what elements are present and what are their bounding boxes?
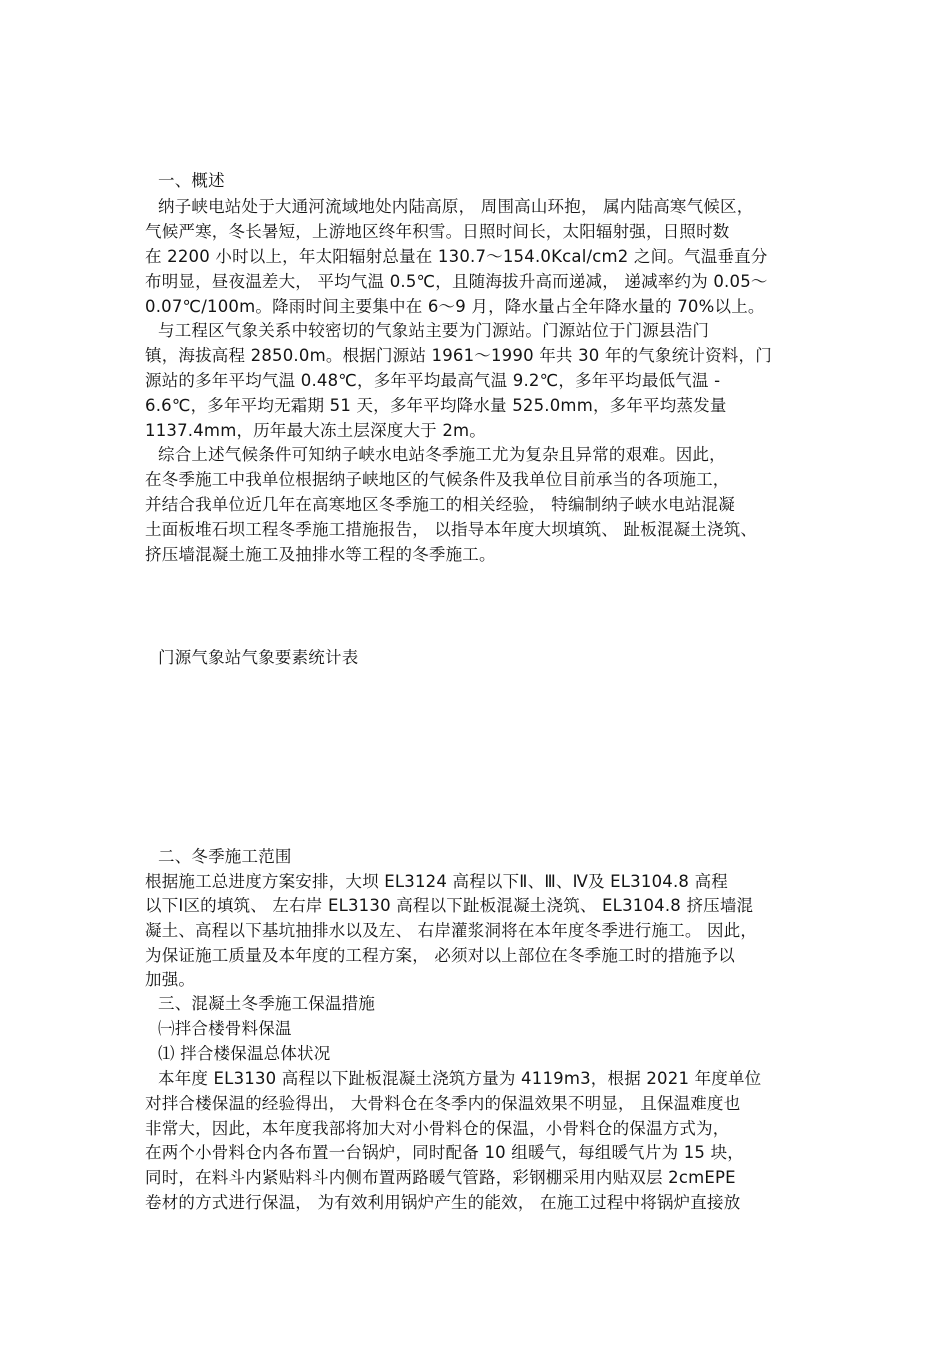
text-line: 纳子峡电站处于大通河流域地处内陆高原， 周围高山环抱， 属内陆高寒气候区， <box>158 197 754 216</box>
text-line: 布明显，昼夜温差大， 平均气温 0.5℃，且随海拔升高而递减， 递减率约为 0.05～ <box>145 272 768 291</box>
text-line: 气候严寒，冬长暑短，上游地区终年积雪。日照时间长，太阳辐射强，日照时数 <box>145 222 730 241</box>
text-line: 以下Ⅰ区的填筑、 左右岸 EL3130 高程以下趾板混凝土浇筑、 EL3104.8 挤压墙混 <box>145 896 754 915</box>
text-line: 非常大，因此，本年度我部将加大对小骨料仓的保温，小骨料仓的保温方式为， <box>145 1119 730 1138</box>
text-line: 凝土、高程以下基坑抽排水以及左、 右岸灌浆洞将在本年度冬季进行施工。 因此， <box>145 921 758 940</box>
text-line: 在 2200 小时以上，年太阳辐射总量在 130.7～154.0Kcal/cm2 之间。气温垂直分 <box>145 247 768 266</box>
text-line: 对拌合楼保温的经验得出， 大骨料仓在冬季内的保温效果不明显， 且保温难度也 <box>145 1094 741 1113</box>
text-line: 同时，在料斗内紧贴料斗内侧布置两路暖气管路，彩钢棚采用内贴双层 2cmEPE <box>145 1168 736 1187</box>
text-line: 根据施工总进度方案安排，大坝 EL3124 高程以下Ⅱ、Ⅲ、Ⅳ及 EL3104.8 高程 <box>145 872 728 891</box>
subheading-overall-status: ⑴ 拌合楼保温总体状况 <box>158 1044 331 1063</box>
text-line: 在两个小骨料仓内各布置一台锅炉，同时配备 10 组暖气，每组暖气片为 15 块， <box>145 1143 744 1162</box>
text-line: 为保证施工质量及本年度的工程方案， 必须对以上部位在冬季施工时的措施予以 <box>145 946 735 965</box>
text-line: 与工程区气象关系中较密切的气象站主要为门源站。门源站位于门源县浩门 <box>158 321 710 340</box>
table-title: 门源气象站气象要素统计表 <box>158 648 359 667</box>
text-line: 在冬季施工中我单位根据纳子峡地区的气候条件及我单位目前承当的各项施工， <box>145 470 730 489</box>
section-heading-overview: 一、概述 <box>158 171 225 190</box>
section-heading-concrete-insulation: 三、混凝土冬季施工保温措施 <box>158 994 376 1013</box>
text-line: 6.6℃，多年平均无霜期 51 天，多年平均降水量 525.0mm，多年平均蒸发量 <box>145 396 727 415</box>
text-line: 加强。 <box>145 970 196 989</box>
text-line: 土面板堆石坝工程冬季施工措施报告， 以指导本年度大坝填筑、 趾板混凝土浇筑、 <box>145 520 758 539</box>
text-line: 综合上述气候条件可知纳子峡水电站冬季施工尤为复杂且异常的艰难。因此， <box>158 445 726 464</box>
text-line: 挤压墙混凝土施工及抽排水等工程的冬季施工。 <box>145 545 496 564</box>
text-line: 镇，海拔高程 2850.0m。根据门源站 1961～1990 年共 30 年的气象统计资料，门 <box>145 346 772 365</box>
subheading-aggregate-insulation: ㈠拌合楼骨料保温 <box>158 1019 292 1038</box>
text-line: 0.07℃/100m。降雨时间主要集中在 6～9 月，降水量占全年降水量的 70%以上。 <box>145 297 765 316</box>
text-line: 卷材的方式进行保温， 为有效利用锅炉产生的能效， 在施工过程中将锅炉直接放 <box>145 1193 741 1212</box>
text-line: 并结合我单位近几年在高寒地区冬季施工的相关经验， 特编制纳子峡水电站混凝 <box>145 495 735 514</box>
text-line: 源站的多年平均气温 0.48℃，多年平均最高气温 9.2℃，多年平均最低气温 - <box>145 371 721 390</box>
text-line: 本年度 EL3130 高程以下趾板混凝土浇筑方量为 4119m3，根据 2021 年度单位 <box>158 1069 762 1088</box>
text-line: 1137.4mm，历年最大冻土层深度大于 2m。 <box>145 421 486 440</box>
section-heading-winter-scope: 二、冬季施工范围 <box>158 847 292 866</box>
